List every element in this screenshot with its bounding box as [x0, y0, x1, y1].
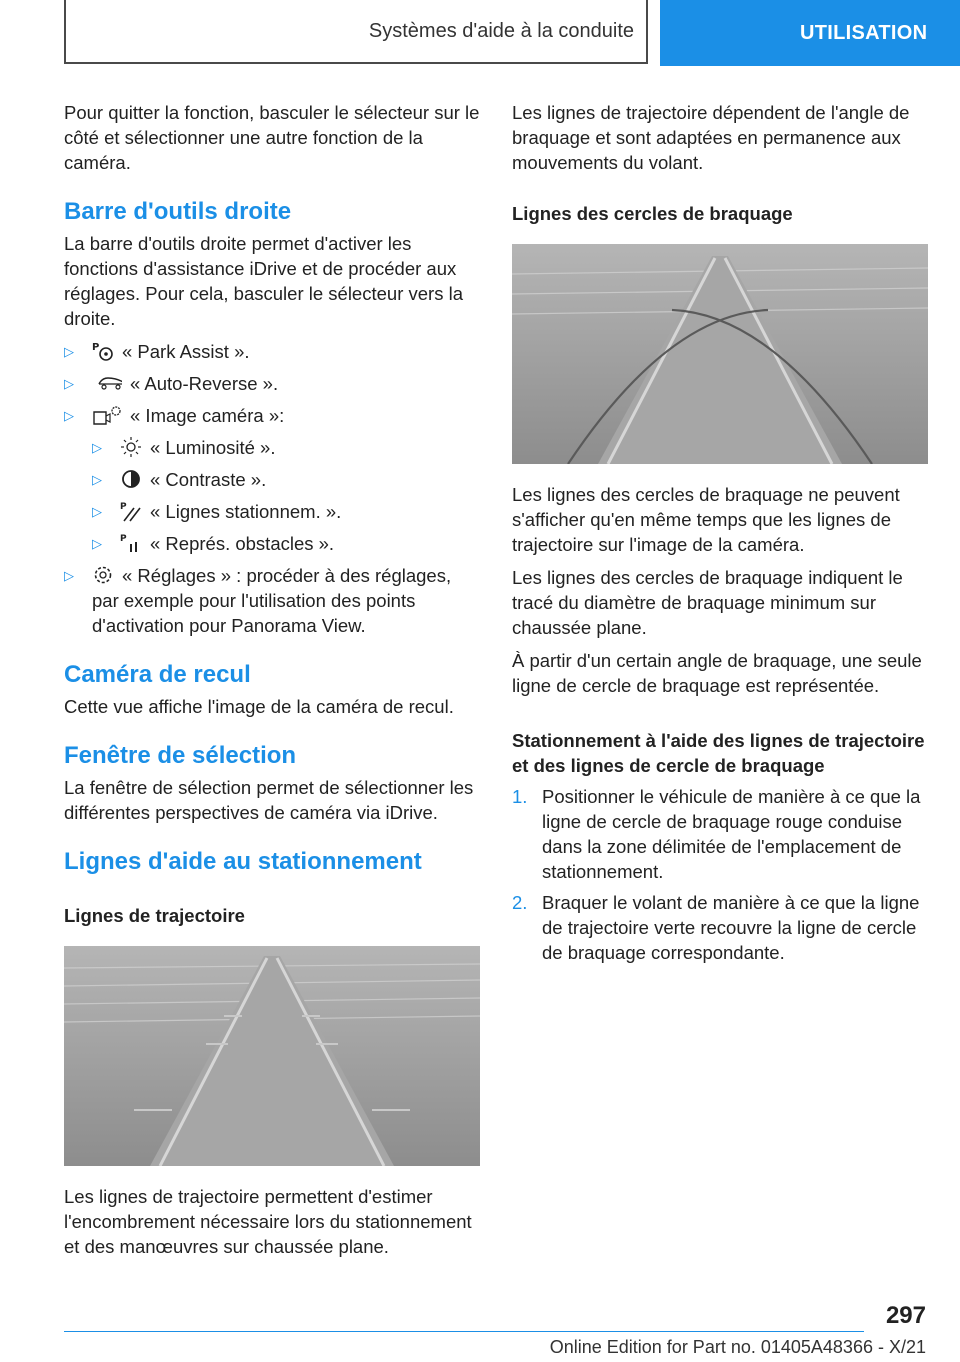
rear-camera-heading: Caméra de recul [64, 661, 251, 688]
turning-circles-paragraph-1: Les lignes des cercles de braquage ne peuvent s'afficher qu'en même temps que les lignes de trajectoire sur l'image de la caméra. [512, 484, 900, 555]
park-assist-icon [92, 340, 114, 362]
auto-reverse-icon [92, 372, 122, 394]
svg-text:P: P [92, 342, 100, 353]
step-text: Braquer le volant de manière à ce que la ligne de trajectoire verte recouvre la ligne de cercle de braquage correspondante. [542, 892, 920, 963]
obstacles-icon [120, 532, 142, 554]
sub-list-item-label: « Contraste ». [150, 469, 267, 490]
turning-circles-subheading: Lignes des cercles de braquage [512, 203, 793, 224]
parking-aid-lines-heading: Lignes d'aide au stationnement [64, 848, 422, 875]
step-number: 1. [512, 786, 528, 807]
trajectory-intro-paragraph: Les lignes de trajectoire dépendent de l'angle de braquage et sont adaptées en permanence aux mouvements du volant. [512, 102, 910, 173]
triangle-bullet-icon: ▷ [92, 440, 102, 455]
list-item [64, 563, 480, 638]
sub-list-item-label: « Représ. obstacles ». [150, 533, 335, 554]
turning-circles-figure [512, 244, 928, 464]
list-item-label: « Park Assist ». [122, 341, 250, 362]
trajectory-lines-subheading: Lignes de trajectoire [64, 905, 245, 926]
turning-circles-paragraph-3: À partir d'un certain angle de braquage, une seule ligne de cercle de braquage est représentée. [512, 650, 922, 696]
page-number: 297 [885, 1302, 926, 1329]
step-item [512, 784, 928, 884]
triangle-bullet-icon: ▷ [92, 536, 102, 551]
toolbar-paragraph: La barre d'outils droite permet d'activer les fonctions d'assistance iDrive et de procéder aux réglages. Pour cela, basculer le sélecteur vers la droite. [64, 233, 463, 329]
triangle-bullet-icon: ▷ [92, 472, 102, 487]
triangle-bullet-icon: ▷ [64, 376, 74, 391]
sub-list-item [92, 435, 480, 460]
right-column [512, 100, 928, 971]
list-item-label: « Réglages » : procéder à des réglages, par exemple pour l'utilisation des points d'activation pour Panorama View. [92, 565, 452, 636]
edition-text: Online Edition for Part no. 01405A48366 - X/21 [549, 1337, 926, 1357]
triangle-bullet-icon: ▷ [64, 344, 74, 359]
selection-window-heading: Fenêtre de sélection [64, 742, 297, 769]
camera-image-icon [92, 404, 122, 426]
step-number: 2. [512, 892, 528, 913]
combined-parking-subheading: Stationnement à l'aide des lignes de trajectoire et des lignes de cercle de braquage [512, 730, 925, 776]
sub-list-item-label: « Luminosité ». [150, 437, 276, 458]
sub-list-item [92, 531, 480, 556]
parking-lines-icon [120, 500, 142, 522]
turning-circles-paragraph-2: Les lignes des cercles de braquage indiquent le tracé du diamètre de braquage minimum sur chaussée plane. [512, 567, 903, 638]
list-item [64, 371, 480, 396]
header-section-title [64, 0, 648, 64]
brightness-icon [120, 436, 142, 458]
gear-icon [92, 564, 114, 586]
list-item-label: « Auto-Reverse ». [130, 373, 279, 394]
list-item-label: « Image caméra »: [130, 405, 285, 426]
step-text: Positionner le véhicule de manière à ce que la ligne de cercle de braquage rouge conduise dans la zone délimitée de l'emplacement de stationnement. [542, 786, 921, 882]
contrast-icon [120, 468, 142, 490]
triangle-bullet-icon: ▷ [64, 408, 74, 423]
svg-text:P: P [120, 502, 127, 512]
rear-camera-paragraph: Cette vue affiche l'image de la caméra de recul. [64, 696, 454, 717]
trajectory-lines-figure [64, 946, 480, 1166]
sub-list-item [92, 499, 480, 524]
selection-window-paragraph: La fenêtre de sélection permet de sélectionner les différentes perspectives de caméra via iDrive. [64, 777, 474, 823]
list-item [64, 403, 480, 556]
camera-sub-list [92, 435, 480, 556]
chapter-tab [660, 0, 960, 66]
triangle-bullet-icon: ▷ [92, 504, 102, 519]
sub-list-item-label: « Lignes stationnem. ». [150, 501, 342, 522]
toolbar-list [64, 339, 480, 638]
left-column [64, 100, 480, 1267]
footer-divider [64, 1331, 864, 1332]
svg-text:P: P [120, 534, 127, 544]
list-item [64, 339, 480, 364]
parking-steps-list [512, 784, 928, 965]
chapter-label: UTILISATION [800, 21, 928, 44]
sub-list-item [92, 467, 480, 492]
triangle-bullet-icon: ▷ [64, 568, 74, 583]
toolbar-heading: Barre d'outils droite [64, 198, 292, 225]
section-title: Systèmes d'aide à la conduite [368, 19, 634, 42]
trajectory-lines-paragraph: Les lignes de trajectoire permettent d'estimer l'encombrement nécessaire lors du stationnement et des manœuvres sur chaussée plane. [64, 1186, 472, 1257]
step-item [512, 890, 928, 965]
intro-paragraph: Pour quitter la fonction, basculer le sélecteur sur le côté et sélectionner une autre fonction de la caméra. [64, 102, 480, 173]
